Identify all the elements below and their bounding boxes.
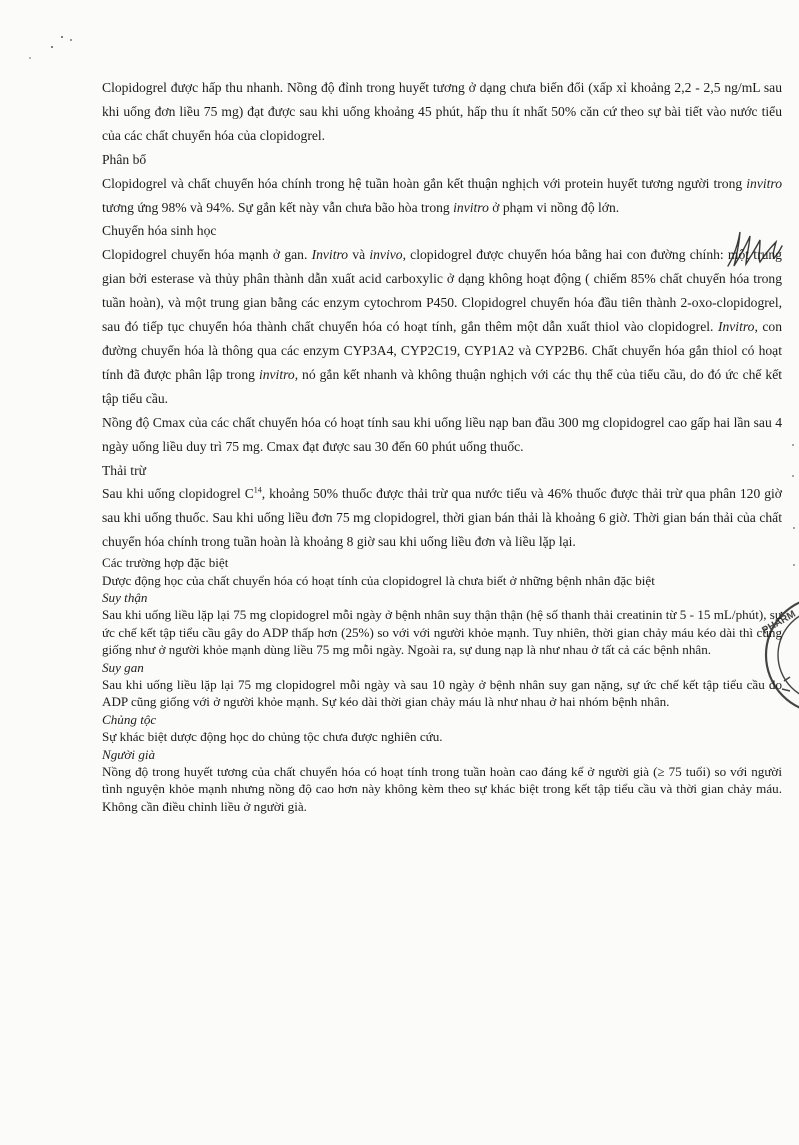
excretion-paragraph: Sau khi uống clopidogrel $C^{14}$, khoảng 50% thuốc được thải trừ qua nước tiểu và 46% thuốc được thải trừ qua phân 120 giờ sau khi uống thuốc. Sau khi uống liều đơn 75 mg clopidogrel, thời gian bán thải là khoảng 6 giờ. Thời gian bán thải của chất chuyển hóa chính trong tuần hoàn là khoảng 8 giờ sau khi uống liều đơn và liều lặp lại. [102, 485, 782, 550]
stamp-text: PHARM [760, 608, 798, 637]
section-top [102, 76, 782, 554]
renal-paragraph: Sau khi uống liều lặp lại 75 mg clopidogrel mỗi ngày ở bệnh nhân suy thận thận (hệ số thanh thải creatinin từ 5 - 15 mL/phút), sự ức chế kết tập tiểu cầu gây do ADP thấp hơn (25%) so với với người khỏe mạnh. Tuy nhiên, thời gian chảy máu kéo dài thì cũng giống như ở người khỏe mạnh dùng liều 75 mg mỗi ngày. Ngoài ra, sự dung nạp là như nhau ở tất cả các bệnh nhân. [102, 607, 782, 658]
race-heading: Chủng tộc [102, 711, 157, 727]
excretion-heading: Thải trừ [102, 462, 146, 478]
cmax-paragraph: Nồng độ Cmax của các chất chuyển hóa có hoạt tính sau khi uống liều nạp ban đầu 300 mg clopidogrel cao gấp hai lần sau 4 ngày uống liều duy trì 75 mg. Cmax đạt được sau 30 đến 60 phút uống thuốc. [102, 414, 782, 454]
distribution-heading: Phân bố [102, 151, 147, 167]
absorption-paragraph: Clopidogrel được hấp thu nhanh. Nồng độ đỉnh trong huyết tương ở dạng chưa biến đổi (xấp xỉ khoảng 2,2 - 2,5 ng/mL sau khi uống đơn liều 75 mg) đạt được sau khi uống khoảng 45 phút, hấp thu ít nhất 50% căn cứ theo sự bài tiết vào nước tiểu của các chất chuyển hóa của clopidogrel. [102, 80, 782, 143]
hepatic-heading: Suy gan [102, 659, 144, 675]
metabolism-heading: Chuyển hóa sinh học [102, 223, 217, 239]
race-paragraph: Sự khác biệt dược động học do chủng tộc chưa được nghiên cứu. [102, 729, 443, 745]
section-special [102, 554, 782, 815]
special-heading: Các trường hợp đặc biệt [102, 555, 229, 571]
metabolism-paragraph: Clopidogrel chuyển hóa mạnh ở gan. Invitro và invivo, clopidogrel được chuyển hóa bằng hai con đường chính: một trung gian bởi esterase và thủy phân thành dẫn xuất acid carboxylic ở dạng không hoạt động ( chiếm 85% chất chuyển hóa trong tuần hoàn), và một trung gian bằng các enzym cytochrom P450. Clopidogrel chuyển hóa đầu tiên thành 2-oxo-clopidogrel, sau đó tiếp tục chuyển hóa thành chất chuyển hóa có hoạt tính, gắn thêm một dẫn xuất thiol vào clopidogrel. Invitro, con đường chuyển hóa là thông qua các enzym CYP3A4, CYP2C19, CYP1A2 và CYP2B6. Chất chuyển hóa gắn thiol có hoạt tính đã được phân lập trong invitro, nó gắn kết nhanh và không thuận nghịch với các thụ thể của tiểu cầu, do đó ức chế kết tập tiểu cầu. [102, 247, 783, 406]
elderly-heading: Người già [102, 746, 156, 762]
document-body [102, 76, 782, 815]
renal-heading: Suy thận [102, 589, 148, 605]
hepatic-paragraph: Sau khi uống liều lặp lại 75 mg clopidogrel mỗi ngày và sau 10 ngày ở bệnh nhân suy gan nặng, sự ức chế kết tập tiểu cầu do ADP cũng giống với ở người khỏe mạnh. Sự kéo dài thời gian chảy máu là như nhau ở hai nhóm bệnh nhân. [102, 676, 782, 710]
special-intro: Dược động học của chất chuyển hóa có hoạt tính của clopidogrel là chưa biết ở những bệnh nhân đặc biệt [102, 572, 655, 588]
distribution-paragraph: Clopidogrel và chất chuyển hóa chính trong hệ tuần hoàn gắn kết thuận nghịch với protein huyết tương người trong invitro tương ứng 98% và 94%. Sự gắn kết này vẫn chưa bão hòa trong invitro ở phạm vi nồng độ lớn. [102, 175, 782, 215]
elderly-paragraph: Nồng độ trong huyết tương của chất chuyển hóa có hoạt tính trong tuần hoàn cao đáng kể ở người già (≥ 75 tuổi) so với người tình nguyện khỏe mạnh nhưng nồng độ cao hơn này không kèm theo sự khác biệt trong kết tập tiểu cầu và thời gian chảy máu. Không cần điều chỉnh liều ở người già. [102, 764, 782, 814]
